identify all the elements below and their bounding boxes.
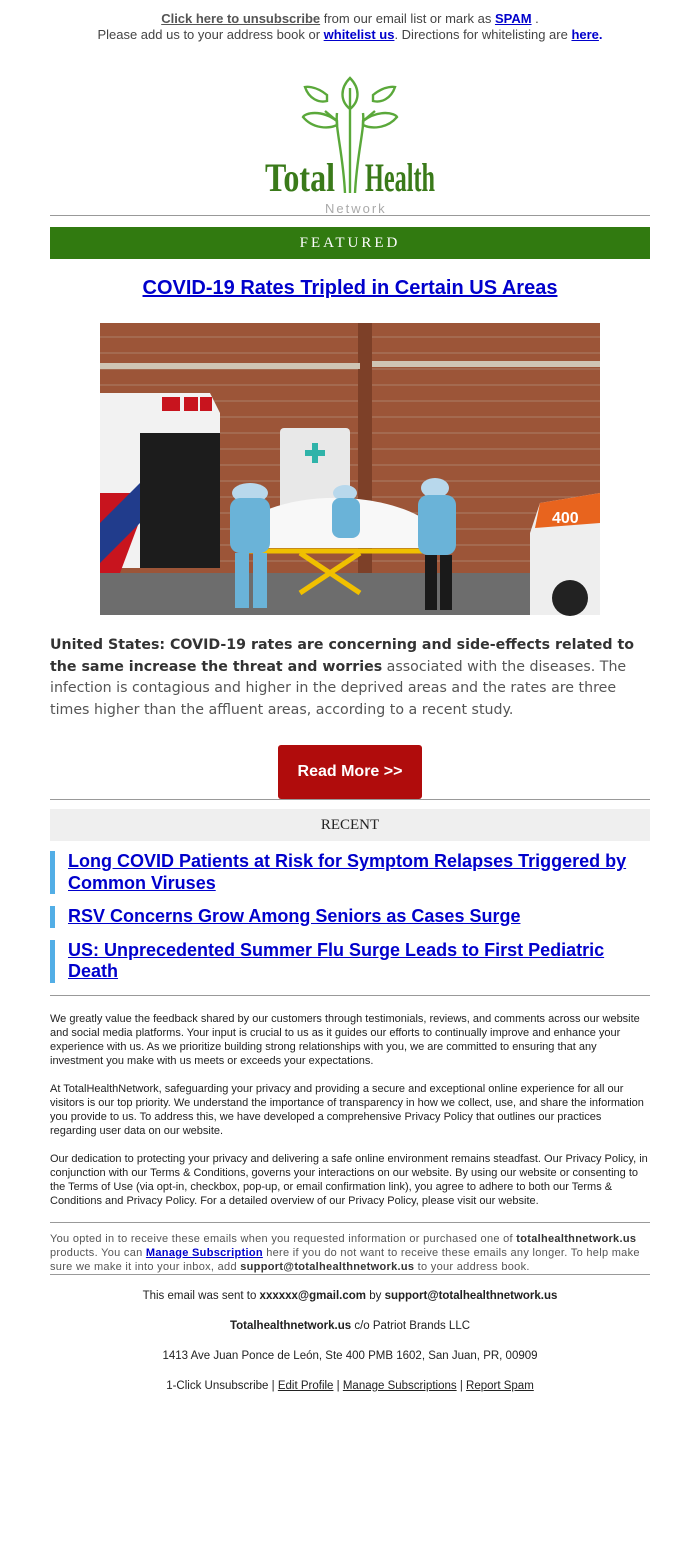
read-more-button[interactable]: Read More >>	[278, 745, 422, 799]
notice-text: from our email list or mark as	[320, 11, 495, 26]
featured-title	[50, 277, 650, 307]
optin-support-email: support@totalhealthnetwork.us	[240, 1260, 415, 1273]
report-spam-link[interactable]: Report Spam	[466, 1379, 534, 1392]
spam-link[interactable]: SPAM	[494, 11, 532, 26]
divider	[50, 1222, 650, 1223]
ambulance-number: 400	[552, 510, 579, 527]
summary-lead: United States: COVID-19 rates are concerning and side-effects related to the same increase the threat and worries	[50, 637, 635, 675]
footer-address: 1413 Ave Juan Ponce de León, Ste 400 PMB 1602, San Juan, PR, 00909	[162, 1349, 538, 1362]
legal-text	[50, 1012, 650, 1208]
whitelist-directions-link[interactable]: here	[571, 27, 599, 42]
recent-link[interactable]: US: Unprecedented Summer Flu Surge Leads to First Pediatric Death	[68, 939, 605, 981]
logo-word-health: Health	[365, 155, 435, 200]
recent-item	[50, 940, 650, 983]
notice-text: .	[531, 11, 539, 26]
whitelist-link[interactable]: whitelist us	[323, 27, 395, 42]
featured-image[interactable]	[100, 323, 600, 615]
logo-word-total: Total	[265, 155, 335, 200]
leaf-logo-icon	[265, 73, 435, 216]
notice-text: Please add us to your address book or	[97, 27, 324, 42]
footer-text: This email was sent to	[142, 1289, 260, 1302]
legal-paragraph: At TotalHealthNetwork, safeguarding your privacy and providing a secure and exceptional online experience for all our visitors is our top priority. We understand the importance of transparency in how we collect, use, and share the information you provide to us. To address this, we have developed a comprehensive Privacy Policy that outlines our practices regarding user data on our website.	[50, 1082, 644, 1137]
edit-profile-link[interactable]: Edit Profile	[277, 1379, 334, 1392]
footer-text: c/o Patriot Brands LLC	[351, 1319, 471, 1332]
optin-text: to your address book.	[414, 1260, 530, 1273]
separator: |	[333, 1379, 343, 1392]
manage-subscription-link[interactable]: Manage Subscription	[145, 1246, 263, 1259]
featured-bar: FEATURED	[50, 227, 650, 259]
optin-domain: totalhealthnetwork.us	[516, 1232, 637, 1245]
company-name: Totalhealthnetwork.us	[229, 1319, 352, 1332]
footer-text: by	[366, 1289, 385, 1302]
logo-word-network: Network	[325, 201, 387, 216]
unsubscribe-link[interactable]: Click here to unsubscribe	[161, 11, 321, 26]
separator: |	[268, 1379, 278, 1392]
summary-text: associated with the diseases. The infection is contagious and higher in the deprived areas and the rates are three times higher than the affluent areas, according to a recent study.	[50, 658, 627, 718]
optin-text: products. You can	[50, 1246, 146, 1259]
recent-item	[50, 851, 650, 894]
notice-text: . Directions for whitelisting are	[394, 27, 572, 42]
recent-bar: RECENT	[50, 809, 650, 841]
featured-summary	[50, 635, 650, 721]
recipient-email: xxxxxx@gmail.com	[259, 1289, 367, 1302]
legal-paragraph: We greatly value the feedback shared by our customers through testimonials, reviews, and comments across our website and social media platforms. Your input is crucial to us as it guides our efforts to continually improve and enhance your experience with us. As we prioritize building strong relationships with you, we are committed to ensuring that any investment you make with us meets or exceeds your expectations.	[50, 1012, 640, 1067]
separator: |	[456, 1379, 467, 1392]
footer-company-line	[50, 1319, 650, 1333]
optin-text: You opted in to receive these emails when you requested information or purchased one of	[50, 1232, 517, 1245]
recent-item	[50, 906, 650, 928]
manage-subscriptions-link[interactable]: Manage Subscriptions	[342, 1379, 457, 1392]
featured-title-link[interactable]: COVID-19 Rates Tripled in Certain US Areas	[142, 277, 558, 299]
optin-text: here if you do not want to receive these emails any longer. To help make sure we make it into your inbox, add	[50, 1246, 640, 1273]
notice-text: .	[598, 27, 603, 42]
logo	[50, 43, 650, 215]
top-notice	[0, 0, 700, 43]
recent-link[interactable]: RSV Concerns Grow Among Seniors as Cases Surge	[68, 906, 521, 926]
recent-list	[50, 851, 650, 983]
footer	[50, 1289, 650, 1393]
divider	[50, 995, 650, 996]
one-click-unsubscribe[interactable]: 1-Click Unsubscribe	[166, 1379, 269, 1392]
legal-paragraph: Our dedication to protecting your privacy and delivering a safe online environment remains steadfast. Our Privacy Policy, in conjunction with our Terms & Conditions, governs your interactions on our website. By using our website or consenting to the Terms of Use (via opt-in, checkbox, pop-up, or email confirmation link), you agree to adhere to both our Terms & Conditions and Privacy Policy. For a detailed overview of our Privacy Policy, please visit our website.	[50, 1152, 648, 1207]
divider	[50, 799, 650, 800]
sender-email: support@totalhealthnetwork.us	[384, 1289, 558, 1302]
footer-links	[50, 1379, 650, 1393]
recent-link[interactable]: Long COVID Patients at Risk for Symptom Relapses Triggered by Common Viruses	[68, 851, 627, 893]
optin-notice	[50, 1232, 650, 1274]
footer-sent-line	[50, 1289, 650, 1303]
divider	[50, 1274, 650, 1275]
